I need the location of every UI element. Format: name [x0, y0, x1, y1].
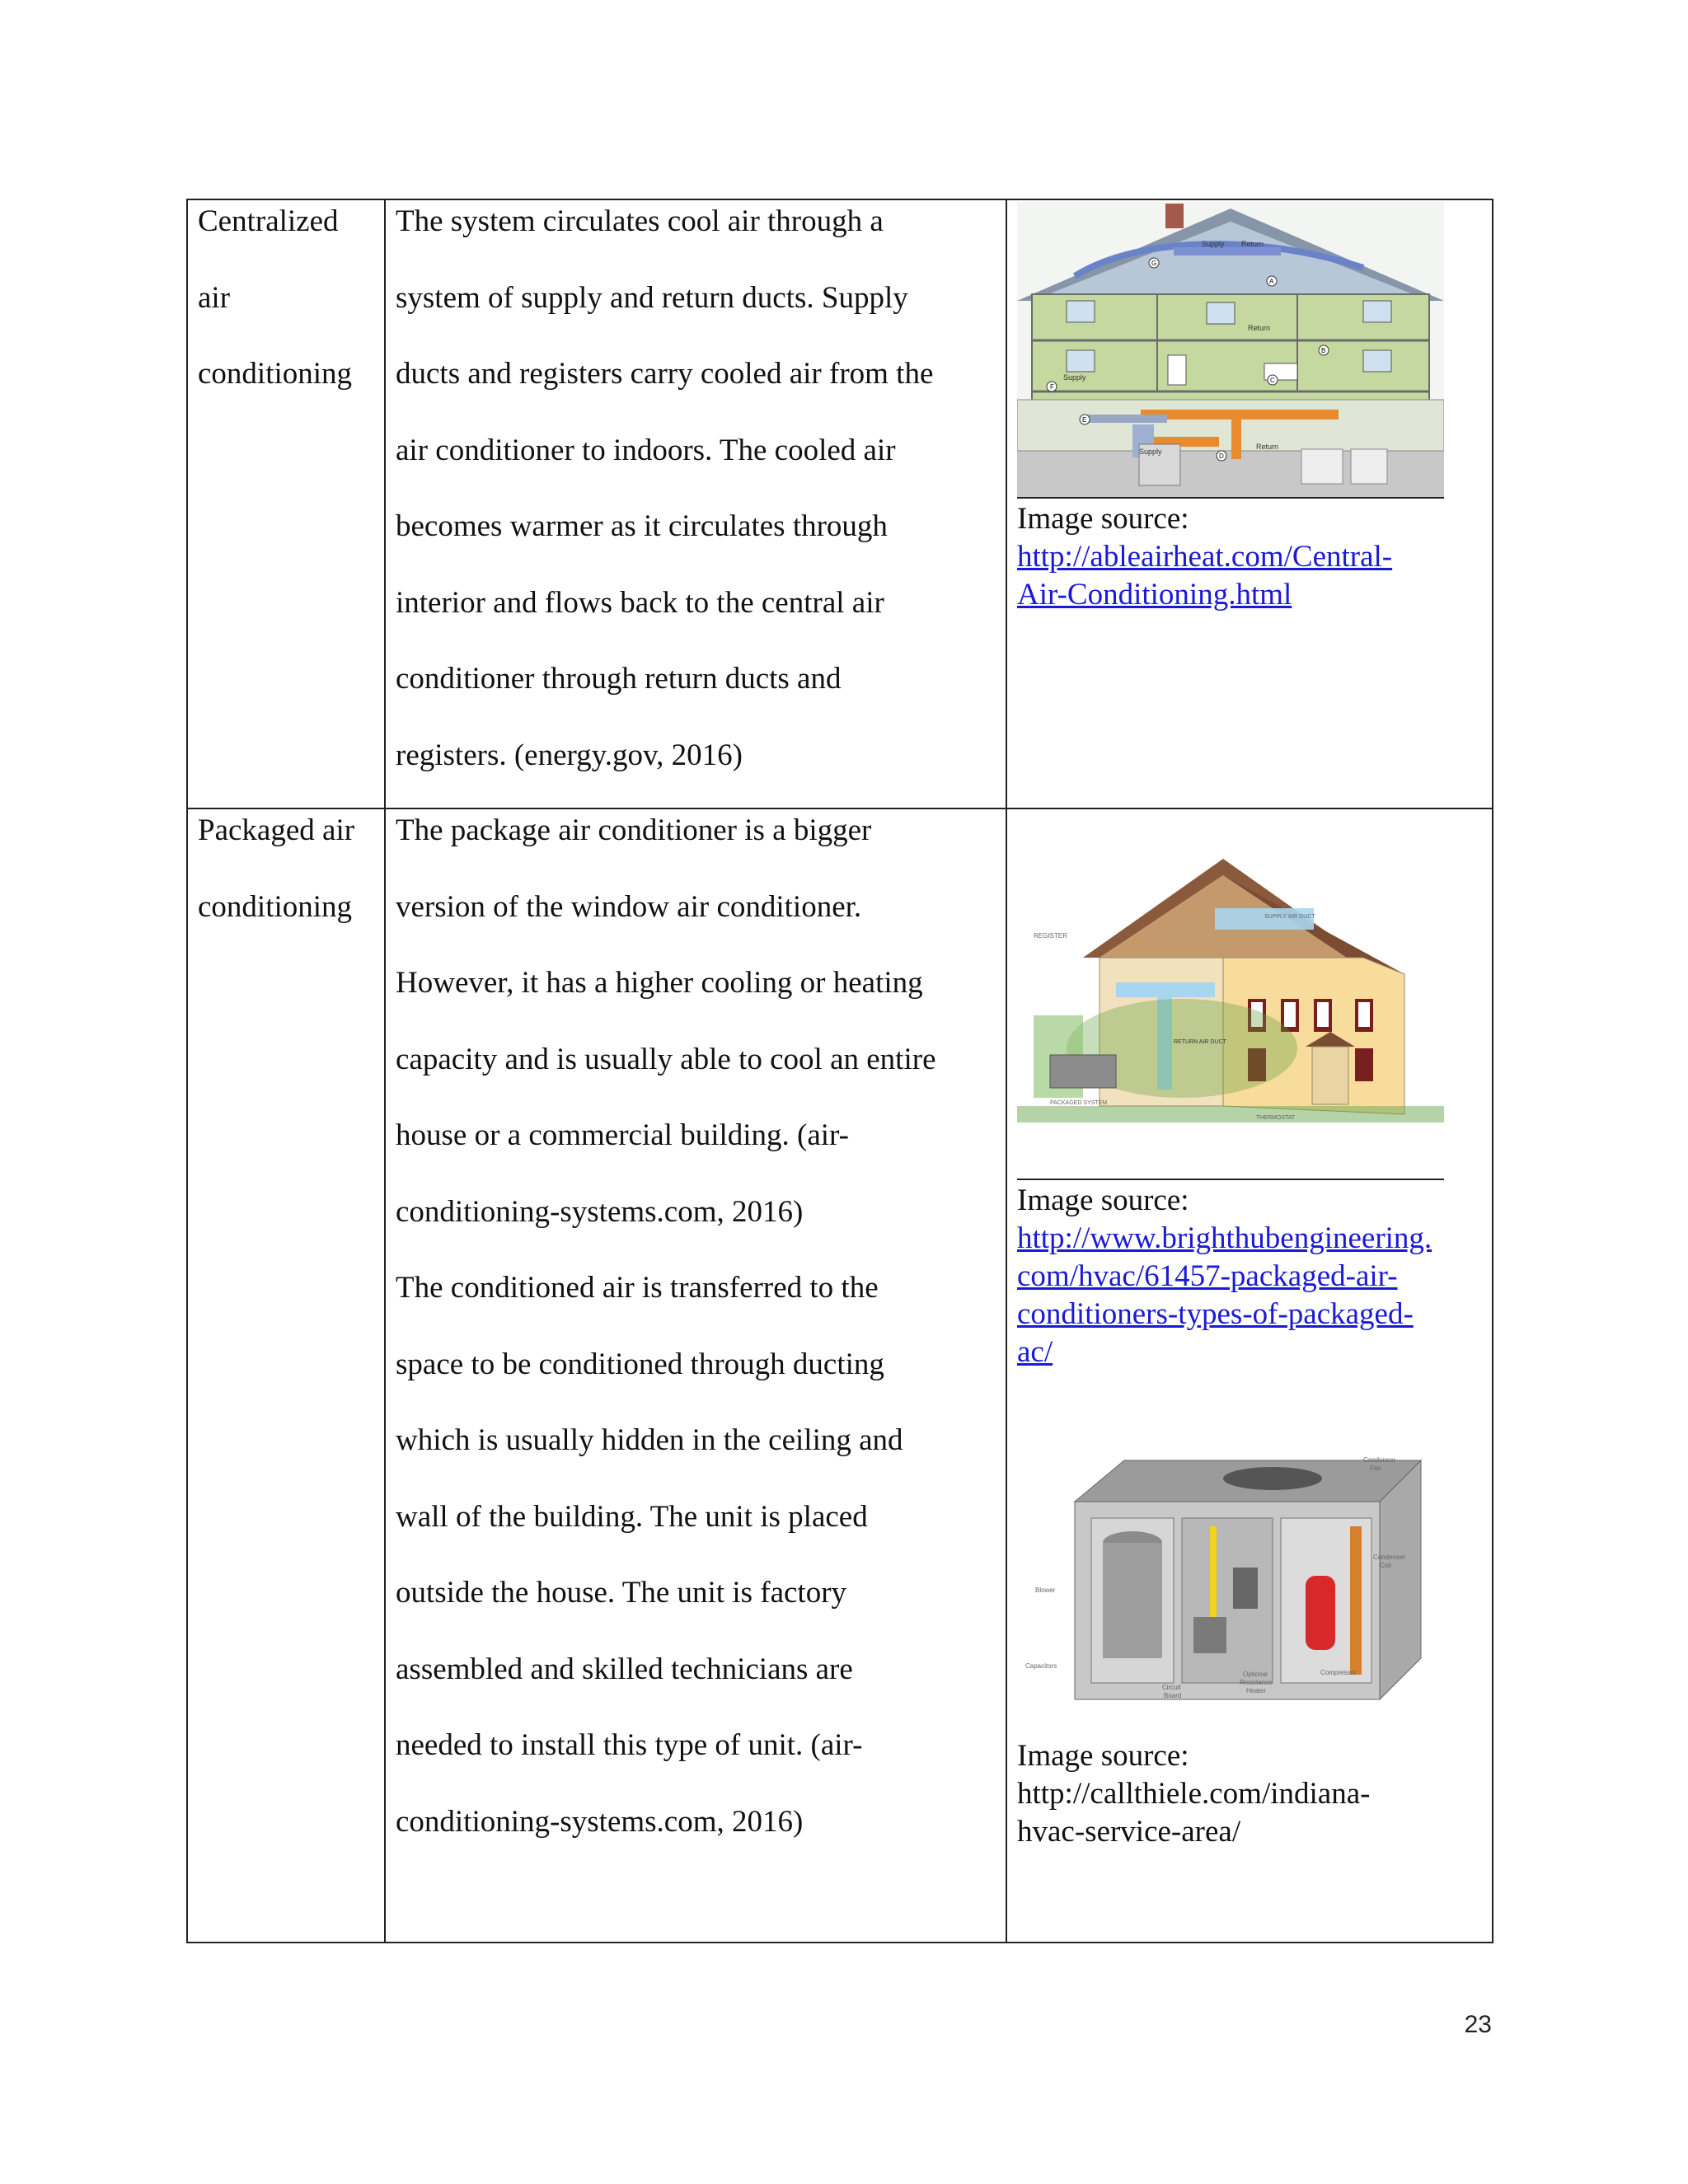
image-cell	[1006, 808, 1493, 1943]
table-row-centralized	[187, 199, 1493, 808]
svg-text:Fan: Fan	[1370, 1465, 1381, 1472]
svg-text:A: A	[1269, 278, 1274, 285]
svg-text:E: E	[1082, 416, 1087, 424]
svg-text:RETURN AIR DUCT: RETURN AIR DUCT	[1174, 1039, 1226, 1045]
link-line: conditioners-types-of-packaged-	[1017, 1297, 1414, 1331]
caption-label: Image source:	[1017, 502, 1189, 536]
svg-text:Blower: Blower	[1035, 1586, 1056, 1594]
svg-text:REGISTER: REGISTER	[1034, 932, 1067, 940]
term-line: air	[198, 280, 231, 315]
image-caption	[1017, 500, 1479, 614]
svg-text:Supply: Supply	[1063, 373, 1086, 382]
svg-text:Compressor: Compressor	[1320, 1669, 1357, 1676]
description-line: version of the window air conditioner.	[396, 889, 862, 924]
image-caption	[1017, 1737, 1479, 1851]
term-line: conditioning	[198, 357, 353, 391]
description-line: system of supply and return ducts. Supply	[396, 280, 908, 315]
svg-text:Coil: Coil	[1380, 1562, 1391, 1569]
table-row-packaged	[187, 808, 1493, 1943]
description-line: registers. (energy.gov, 2016)	[396, 738, 743, 772]
description-line: The system circulates cool air through a	[396, 204, 884, 238]
svg-text:F: F	[1050, 383, 1054, 391]
term-line: conditioning	[198, 889, 353, 924]
caption-rule	[1017, 1179, 1444, 1180]
link-line: http://ableairheat.com/Central-	[1017, 540, 1393, 574]
term-cell	[187, 808, 385, 1943]
description-line: However, it has a higher cooling or heating	[396, 966, 923, 1000]
description-cell	[385, 199, 1006, 808]
image-source-link[interactable]	[1017, 1220, 1479, 1371]
page-number: 23	[1464, 2011, 1492, 2038]
source-text-line: http://callthiele.com/indiana-	[1017, 1777, 1371, 1811]
svg-text:Optional: Optional	[1243, 1671, 1268, 1678]
description-line: outside the house. The unit is factory	[396, 1576, 847, 1610]
caption-label: Image source:	[1017, 1183, 1189, 1217]
description-line: assembled and skilled technicians are	[396, 1652, 853, 1686]
svg-text:Circuit: Circuit	[1162, 1684, 1181, 1691]
svg-text:Supply: Supply	[1202, 240, 1225, 248]
description-cell	[385, 808, 1006, 1943]
description-line: air conditioner to indoors. The cooled air	[396, 433, 896, 467]
caption-rule	[1017, 497, 1444, 499]
svg-text:PACKAGED SYSTEM: PACKAGED SYSTEM	[1050, 1100, 1108, 1106]
link-line: http://www.brighthubengineering.	[1017, 1221, 1432, 1255]
description-line: space to be conditioned through ducting	[396, 1347, 884, 1381]
caption-label: Image source:	[1017, 1739, 1189, 1773]
source-text-line: hvac-service-area/	[1017, 1815, 1241, 1849]
description-line: ducts and registers carry cooled air from the	[396, 357, 934, 391]
term-cell	[187, 199, 385, 808]
svg-text:C: C	[1270, 377, 1275, 384]
svg-text:D: D	[1219, 452, 1224, 460]
link-line: ac/	[1017, 1335, 1053, 1369]
description-line: wall of the building. The unit is placed	[396, 1499, 868, 1534]
image-source-link[interactable]	[1017, 538, 1479, 614]
description-line: which is usually hidden in the ceiling and	[396, 1423, 903, 1457]
term-line: Packaged air	[198, 813, 355, 847]
description-line: conditioning-systems.com, 2016)	[396, 1194, 804, 1229]
svg-text:Condenser: Condenser	[1373, 1554, 1406, 1561]
ac-types-table	[186, 199, 1493, 1943]
image-cell	[1006, 199, 1493, 808]
image-caption	[1017, 1182, 1479, 1371]
description-line: conditioner through return ducts and	[396, 662, 842, 696]
svg-text:Return: Return	[1256, 443, 1279, 451]
description-line: capacity and is usually able to cool an entire	[396, 1042, 936, 1076]
svg-text:Supply: Supply	[1139, 448, 1162, 456]
description-line: interior and flows back to the central air	[396, 585, 884, 620]
description-line: conditioning-systems.com, 2016)	[396, 1804, 804, 1839]
svg-text:Return: Return	[1241, 240, 1264, 248]
link-line: Air-Conditioning.html	[1017, 578, 1292, 612]
description-line: house or a commercial building. (air-	[396, 1118, 849, 1152]
svg-text:Heater: Heater	[1246, 1687, 1267, 1694]
term-line: Centralized	[198, 204, 339, 238]
svg-text:Board: Board	[1164, 1692, 1182, 1699]
description-line: The conditioned air is transferred to the	[396, 1271, 879, 1305]
link-line: com/hvac/61457-packaged-air-	[1017, 1259, 1398, 1293]
svg-text:SUPPLY AIR DUCT: SUPPLY AIR DUCT	[1264, 914, 1315, 920]
packaged-unit-cutaway-diagram	[1017, 1452, 1444, 1732]
svg-text:THERMOSTAT: THERMOSTAT	[1256, 1115, 1296, 1121]
central-ac-house-diagram	[1017, 202, 1444, 497]
svg-text:Return: Return	[1248, 324, 1271, 332]
svg-text:Resistance: Resistance	[1240, 1679, 1273, 1686]
description-line: becomes warmer as it circulates through	[396, 509, 888, 543]
packaged-ac-house-diagram	[1017, 842, 1444, 1155]
description-line: needed to install this type of unit. (air-	[396, 1728, 863, 1762]
svg-text:B: B	[1321, 347, 1326, 354]
description-line: The package air conditioner is a bigger	[396, 813, 872, 847]
svg-text:G: G	[1151, 260, 1157, 267]
svg-text:Condenser: Condenser	[1363, 1456, 1396, 1464]
svg-text:Capacitors: Capacitors	[1025, 1662, 1057, 1670]
